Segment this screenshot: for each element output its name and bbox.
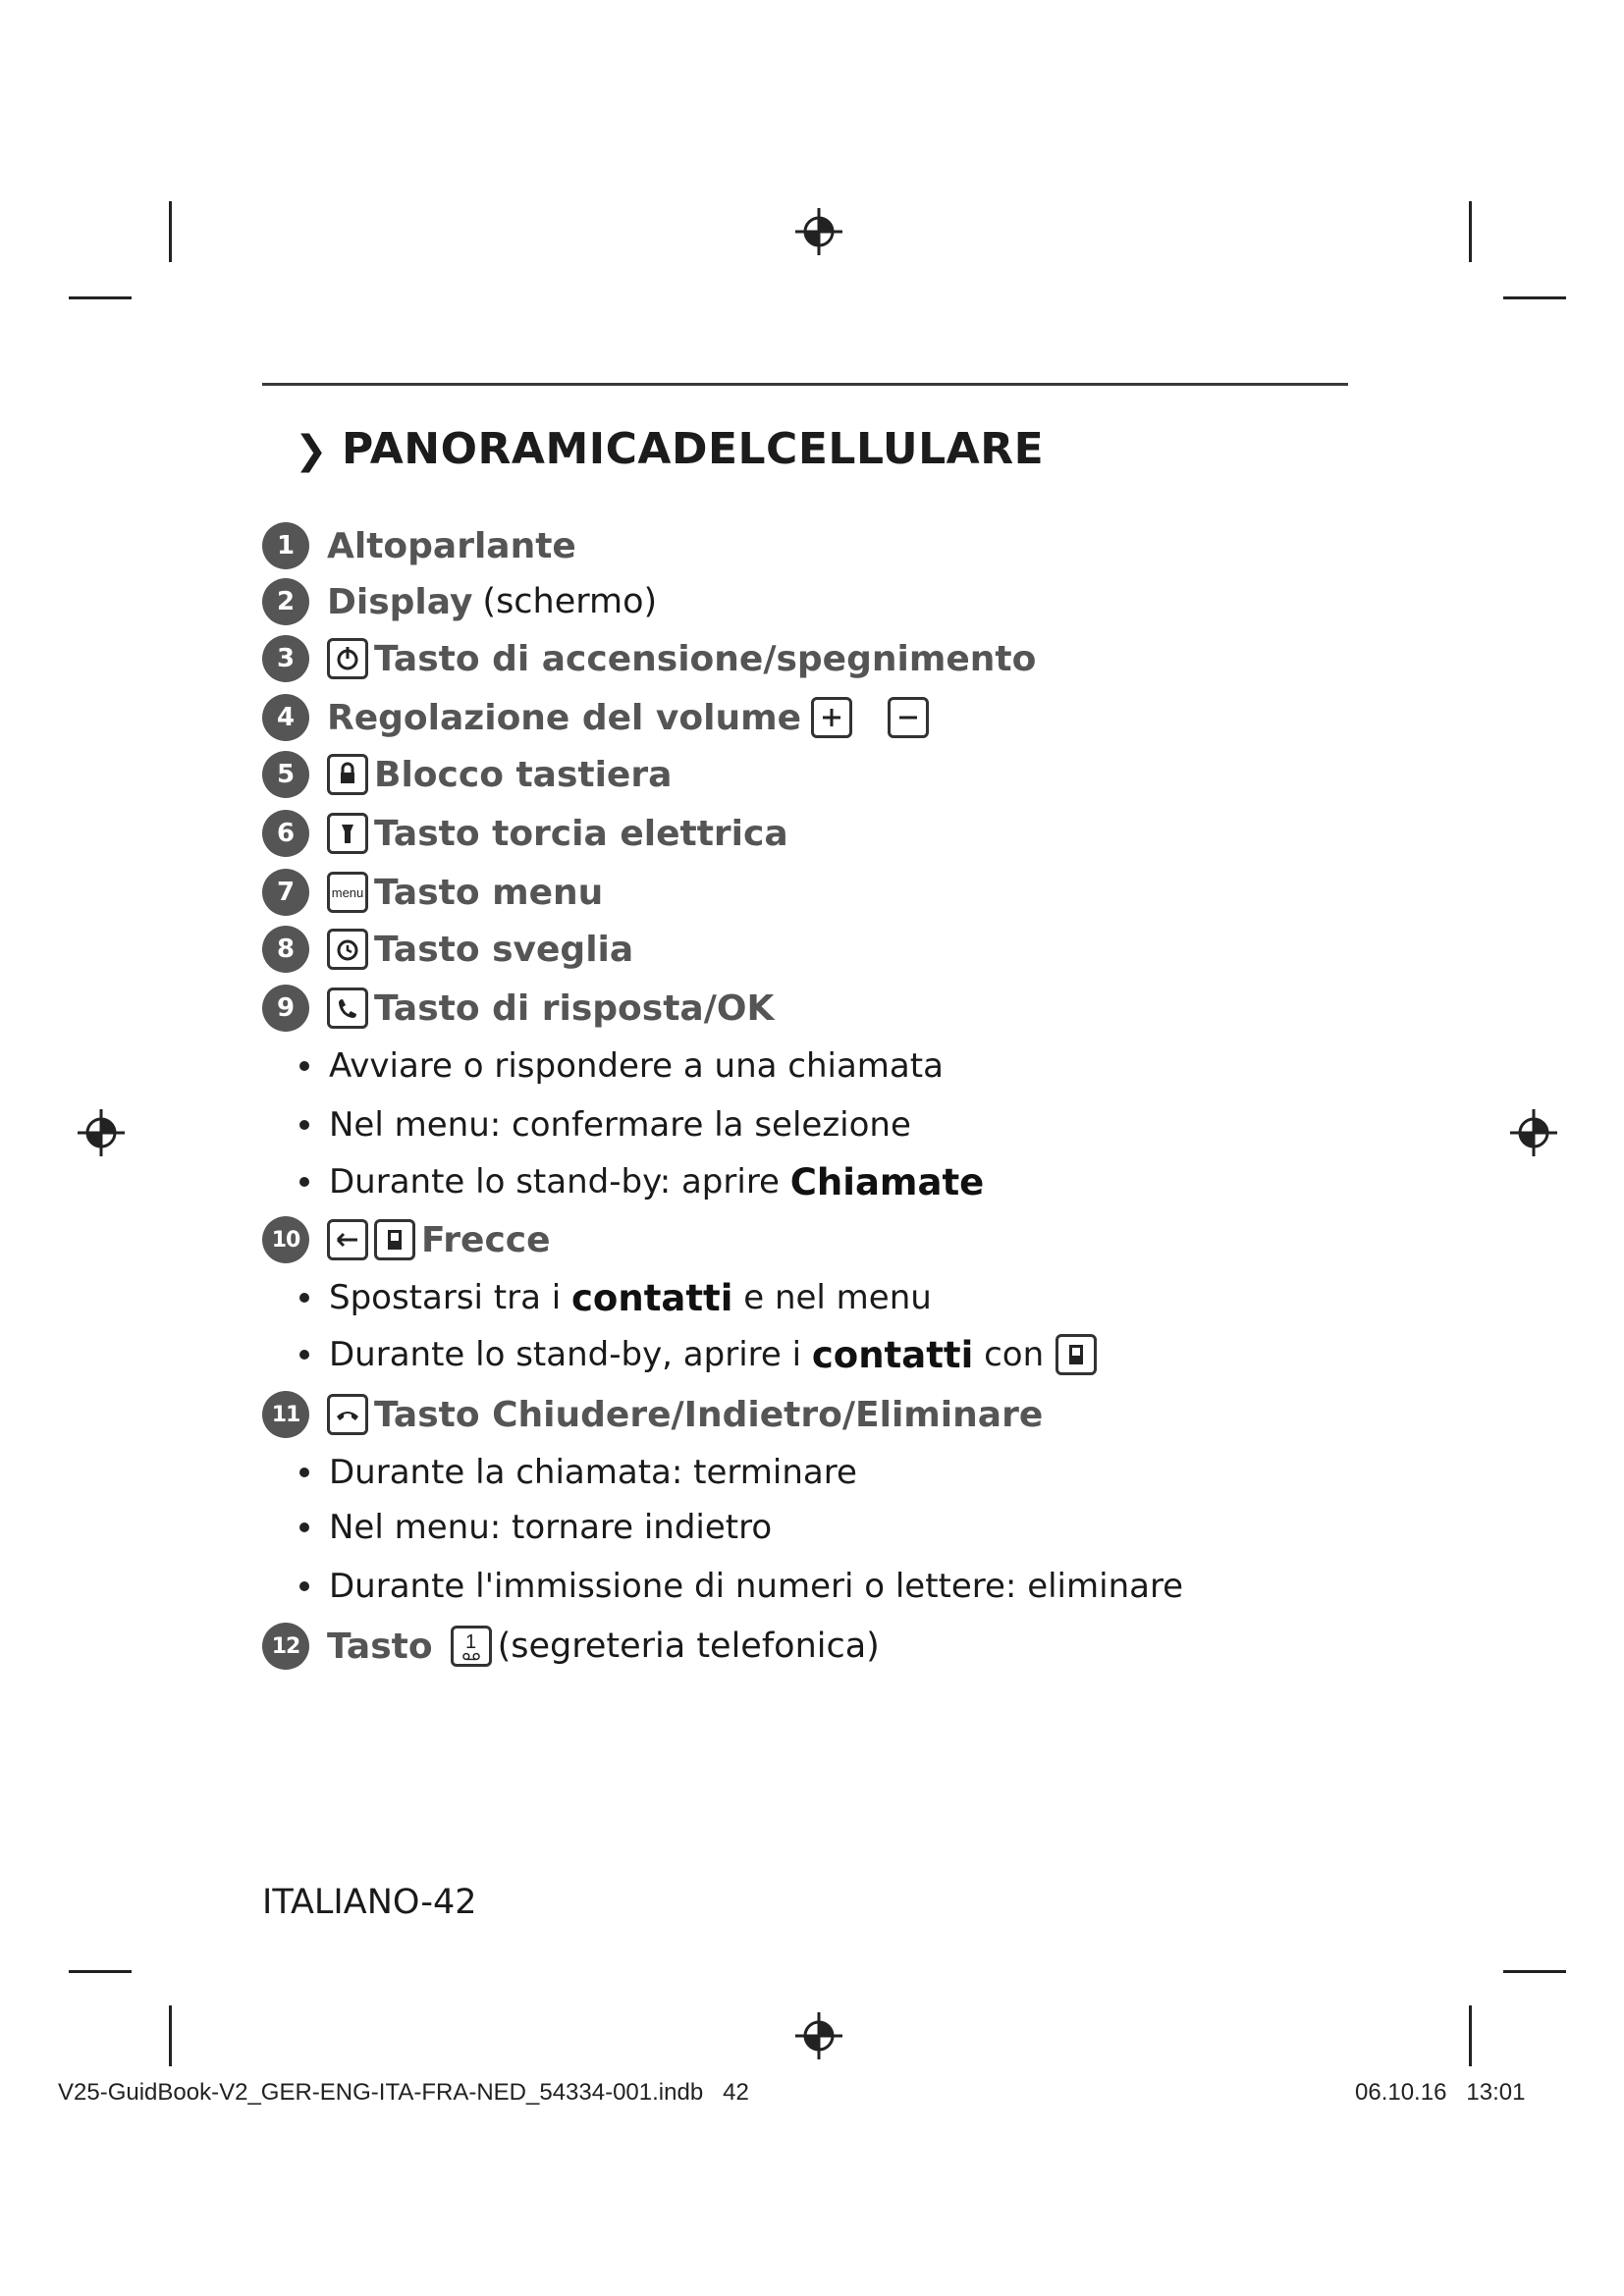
bullet-dot [299,1581,309,1591]
menu-key-icon: menu [327,872,368,913]
item-label: Tasto [327,1626,433,1667]
list-item-speaker [262,520,576,571]
bullet-arrows-1 [299,1273,932,1322]
print-slug-file: V25-GuidBook-V2_GER-ENG-ITA-FRA-NED_54334-001.indb 42 [58,2079,749,2106]
list-item-alarm [262,924,633,975]
item-number: 10 [262,1216,309,1263]
voicemail-tape-icon [460,1652,482,1661]
item-number: 6 [262,810,309,857]
contacts-key-icon [374,1219,415,1260]
item-number: 12 [262,1623,309,1670]
crop-mark-bottom-right-v [1469,2005,1472,2066]
list-item-arrows [262,1214,551,1265]
registration-mark-bottom [791,2008,846,2063]
crop-mark-top-right-h [1503,296,1566,299]
power-key-icon [327,638,368,679]
list-item-keylock [262,749,672,800]
end-call-key-icon [327,1394,368,1435]
bullet-text: Durante l'immissione di numeri o lettere: eliminare [329,1567,1184,1606]
chevron-right-icon: ❯ [295,428,329,473]
bullet-text: Durante lo stand-by: aprire [329,1162,790,1201]
item-number: 1 [262,522,309,569]
item-label: Frecce [421,1219,551,1260]
crop-mark-bottom-left-h [69,1970,132,1973]
list-item-volume [262,692,935,743]
section-title [295,424,1044,474]
item-label: Regolazione del volume [327,697,802,738]
item-label: Tasto Chiudere/Indietro/Eliminare [374,1394,1044,1435]
crop-mark-bottom-left-v [169,2005,172,2066]
item-number: 4 [262,694,309,741]
bullet-end-1 [299,1448,857,1497]
section-title-text: PANORAMICADELCELLULARE [342,424,1045,474]
bullet-arrows-2 [299,1330,1103,1379]
bullet-text-pre: Durante lo stand-by, aprire i [329,1335,812,1374]
bullet-answer-3 [299,1157,984,1206]
alarm-clock-key-icon [327,929,368,970]
bullet-bold: contatti [811,1333,974,1376]
item-label: Tasto di accensione/spegnimento [374,638,1037,679]
list-item-menu-key [262,867,603,918]
item-label: Tasto sveglia [374,929,634,970]
bullet-text: Nel menu: confermare la selezione [329,1105,911,1145]
list-item-display [262,576,657,627]
volume-down-key-icon [888,697,929,738]
crop-mark-bottom-right-h [1503,1970,1566,1973]
list-item-torch [262,808,788,859]
bullet-bold: contatti [571,1276,733,1319]
item-label: Display [327,581,473,622]
list-item-voicemail [262,1621,880,1672]
bullet-dot [299,1350,309,1360]
item-number: 11 [262,1391,309,1438]
item-suffix: (segreteria telefonica) [497,1627,880,1666]
bullet-text: Durante la chiamata: terminare [329,1453,857,1492]
list-item-answer-ok [262,983,774,1034]
contacts-key-icon [1056,1334,1097,1375]
bullet-dot [299,1120,309,1130]
bullet-dot [299,1468,309,1477]
bullet-dot [299,1177,309,1187]
header-rule [262,383,1348,386]
bullet-text: Nel menu: tornare indietro [329,1508,773,1547]
registration-mark-left [74,1105,129,1160]
page-number: ITALIANO-42 [262,1883,477,1922]
item-number: 5 [262,751,309,798]
bullet-text-post: e nel menu [732,1278,932,1317]
crop-mark-top-left-h [69,296,132,299]
bullet-answer-2 [299,1100,911,1149]
item-number: 3 [262,635,309,682]
item-number: 2 [262,578,309,625]
bullet-dot [299,1522,309,1532]
item-number: 8 [262,926,309,973]
item-suffix: (schermo) [482,582,658,621]
voicemail-key-icon [451,1626,492,1667]
item-label: Blocco tastiera [374,754,673,795]
item-label: Tasto torcia elettrica [374,813,788,854]
bullet-dot [299,1061,309,1071]
bullet-bold: Chiamate [789,1160,985,1203]
answer-ok-key-icon [327,988,368,1029]
bullet-text-post: con [973,1335,1045,1374]
list-item-power-key [262,633,1036,684]
bullet-end-3 [299,1562,1183,1611]
volume-up-key-icon [811,697,852,738]
list-item-end-back-delete [262,1389,1043,1440]
item-label: Tasto di risposta/OK [374,988,775,1029]
bullet-end-2 [299,1503,772,1552]
crop-mark-top-right-v [1469,201,1472,262]
bullet-answer-1 [299,1041,944,1091]
registration-mark-top [791,204,846,259]
item-number: 9 [262,985,309,1032]
lock-key-icon [327,754,368,795]
voicemail-key-digit: 1 [465,1630,477,1653]
item-label: Tasto menu [374,872,604,913]
registration-mark-right [1506,1105,1561,1160]
torch-key-icon [327,813,368,854]
bullet-text-pre: Spostarsi tra i [329,1278,571,1317]
print-slug-date: 06.10.16 13:01 [1355,2079,1526,2106]
bullet-dot [299,1293,309,1303]
item-number: 7 [262,869,309,916]
crop-mark-top-left-v [169,201,172,262]
item-label: Altoparlante [327,525,576,566]
arrow-key-icon [327,1219,368,1260]
bullet-text: Avviare o rispondere a una chiamata [329,1046,944,1086]
